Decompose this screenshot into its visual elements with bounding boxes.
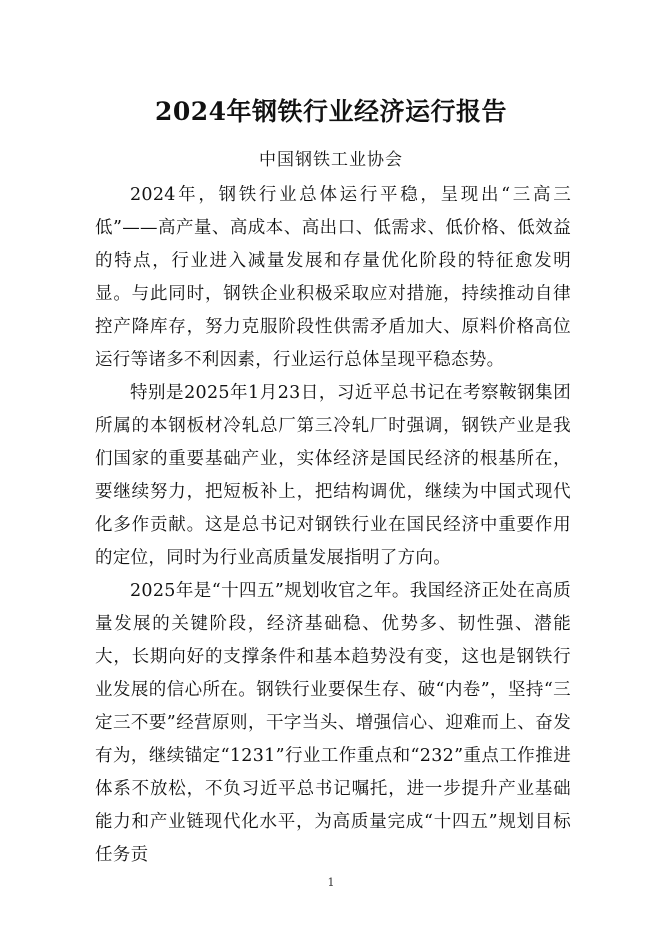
document-author: 中国钢铁工业协会 [259,150,403,170]
paragraph-2: 特别是2025年1月23日，习近平总书记在考察鞍钢集团所属的本钢板材冷轧总厂第三冷轧厂时强调，钢铁产业是我们国家的重要基础产业，实体经济是国民经济的根基所在，要继续努力，把短板补上，把结构调优，继续为中国式现代化多作贡献。这是总书记对钢铁行业在国民经济中重要作用的定位，同时为行业高质量发展指明了方向。 [95,383,571,568]
page-number: 1 [327,876,335,889]
paragraph-1: 2024年，钢铁行业总体运行平稳，呈现出“三高三低”——高产量、高成本、高出口、低需求、低价格、低效益的特点，行业进入减量发展和存量优化阶段的特征愈发明显。与此同时，钢铁企业积极采取应对措施，持续推动自律控产降库存，努力克服阶段性供需矛盾加大、原料价格高位运行等诸多不利因素，行业运行总体呈现平稳态势。 [95,185,571,370]
document-title: 2024年钢铁行业经济运行报告 [154,97,508,126]
document-body [95,179,571,872]
paragraph-3: 2025年是“十四五”规划收官之年。我国经济正处在高质量发展的关键阶段，经济基础稳、优势多、韧性强、潜能大，长期向好的支撑条件和基本趋势没有变，这也是钢铁行业发展的信心所在。钢铁行业要保生存、破“内卷”，坚持“三定三不要”经营原则，干字当头、增强信心、迎难而上、奋发有为，继续锚定“1231”行业工作重点和“232”重点工作推进体系不放松，不负习近平总书记嘱托，进一步提升产业基础能力和产业链现代化水平，为高质量完成“十四五”规划目标任务贡 [95,581,571,865]
